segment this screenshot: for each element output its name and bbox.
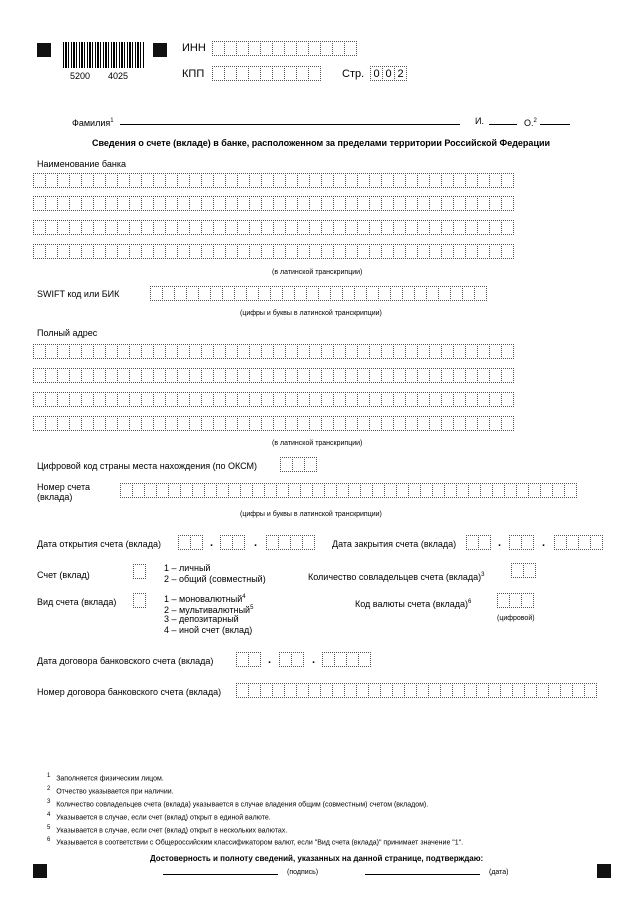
- date-separator: .: [210, 537, 214, 549]
- bank-name-row-1[interactable]: [33, 173, 513, 188]
- signature-hint: (подпись): [287, 869, 319, 876]
- open-date-label: Дата открытия счета (вклада): [37, 539, 161, 549]
- close-date-year[interactable]: [554, 535, 602, 550]
- date-separator: .: [312, 654, 316, 666]
- date-separator: .: [254, 537, 258, 549]
- page-digit: 2: [394, 66, 407, 81]
- registration-marker-bottom-right: [597, 864, 611, 878]
- input-cell[interactable]: [501, 220, 514, 235]
- confirm-text: Достоверность и полноту сведений, указанных на данной странице, подтверждаю:: [150, 854, 484, 863]
- account-number-hint: (цифры и буквы в латинской транскрипции): [240, 511, 382, 518]
- address-row-3[interactable]: [33, 392, 513, 407]
- input-cell[interactable]: [564, 483, 577, 498]
- footnote-1: $^1$ Заполняется физическим лицом.: [47, 773, 164, 783]
- account-kind-option-1: 1 – личный: [164, 563, 211, 573]
- page-digit: 0: [370, 66, 383, 81]
- account-kind-label: Счет (вклад): [37, 570, 90, 580]
- date-separator: .: [542, 537, 546, 549]
- close-date-month[interactable]: [509, 535, 533, 550]
- input-cell[interactable]: [501, 173, 514, 188]
- address-row-4[interactable]: [33, 416, 513, 431]
- close-date-day[interactable]: [466, 535, 490, 550]
- registration-marker-bottom-left: [33, 864, 47, 878]
- footnote-4: $^4$ Указывается в случае, если счет (вклад) открыт в единой валюте.: [47, 812, 271, 822]
- input-cell[interactable]: [133, 593, 146, 608]
- input-cell[interactable]: [248, 652, 261, 667]
- date-separator: .: [268, 654, 272, 666]
- input-cell[interactable]: [358, 652, 371, 667]
- kpp-field[interactable]: [212, 66, 320, 81]
- account-kind-option-2: 2 – общий (совместный): [164, 574, 266, 584]
- swift-field[interactable]: [150, 286, 486, 301]
- contract-date-month[interactable]: [279, 652, 303, 667]
- open-date-year[interactable]: [266, 535, 314, 550]
- contract-number-field[interactable]: [236, 683, 596, 698]
- surname-label: Фамилия$^1$: [72, 118, 114, 128]
- open-date-day[interactable]: [178, 535, 202, 550]
- address-label: Полный адрес: [37, 328, 98, 338]
- coowners-field[interactable]: [511, 563, 535, 578]
- footnote-5: $^5$ Указывается в случае, если счет (вклад) открыт в нескольких валютах.: [47, 825, 288, 835]
- input-cell[interactable]: [190, 535, 203, 550]
- open-date-month[interactable]: [220, 535, 244, 550]
- contract-date-day[interactable]: [236, 652, 260, 667]
- contract-date-label: Дата договора банковского счета (вклада): [37, 656, 214, 666]
- date-separator: .: [498, 537, 502, 549]
- coowners-label: Количество совладельцев счета (вклада)$^3$: [308, 572, 485, 582]
- date-hint: (дата): [489, 869, 509, 876]
- input-cell[interactable]: [291, 652, 304, 667]
- contract-number-label: Номер договора банковского счета (вклада): [37, 687, 222, 697]
- barcode-number-right: 4025: [108, 71, 129, 81]
- input-cell[interactable]: [584, 683, 597, 698]
- form-title: Сведения о счете (вкладе) в банке, расположенном за пределами территории Российской Федерации: [92, 138, 551, 148]
- account-type-option-2: 2 – мультивалютный$^5$: [164, 605, 254, 615]
- account-number-field[interactable]: [120, 483, 576, 498]
- input-cell[interactable]: [304, 457, 317, 472]
- page-digit: 0: [382, 66, 395, 81]
- bank-name-row-4[interactable]: [33, 244, 513, 259]
- input-cell[interactable]: [133, 564, 146, 579]
- bank-name-label: Наименование банка: [37, 159, 126, 169]
- input-cell[interactable]: [523, 563, 536, 578]
- input-cell[interactable]: [501, 244, 514, 259]
- account-type-option-4: 4 – иной счет (вклад): [164, 625, 253, 635]
- input-cell[interactable]: [308, 66, 321, 81]
- input-cell[interactable]: [232, 535, 245, 550]
- bank-name-row-3[interactable]: [33, 220, 513, 235]
- input-cell[interactable]: [474, 286, 487, 301]
- page-number: [370, 66, 406, 81]
- input-cell[interactable]: [501, 392, 514, 407]
- country-code-label: Цифровой код страны места нахождения (по ОКСМ): [37, 461, 258, 471]
- date-field[interactable]: [365, 874, 480, 875]
- input-cell[interactable]: [344, 41, 357, 56]
- page-label: Стр.: [342, 68, 365, 80]
- initial-o-label: О.$^2$: [524, 118, 537, 128]
- address-hint: (в латинской транскрипции): [272, 440, 363, 447]
- address-row-2[interactable]: [33, 368, 513, 383]
- currency-label: Код валюты счета (вклада)$^6$: [355, 599, 472, 609]
- input-cell[interactable]: [590, 535, 603, 550]
- initial-o-field[interactable]: [540, 124, 570, 125]
- address-row-1[interactable]: [33, 344, 513, 359]
- input-cell[interactable]: [478, 535, 491, 550]
- footnote-6: $^6$ Указывается в соответствии с Общероссийским классификатором валют, если "Вид счета (вклада)" принимает значение "1".: [47, 837, 464, 847]
- account-number-label: Номер счета: [37, 482, 91, 492]
- swift-label: SWIFT код или БИК: [37, 289, 120, 299]
- contract-date-year[interactable]: [322, 652, 370, 667]
- barcode: [63, 42, 145, 68]
- currency-field[interactable]: [497, 593, 533, 608]
- account-type-field[interactable]: [133, 593, 145, 608]
- input-cell[interactable]: [501, 344, 514, 359]
- registration-marker-top-left: [37, 43, 51, 57]
- footnote-2: $^2$ Отчество указывается при наличии.: [47, 786, 174, 796]
- inn-field[interactable]: [212, 41, 356, 56]
- input-cell[interactable]: [302, 535, 315, 550]
- barcode-number-left: 5200: [70, 71, 91, 81]
- account-type-option-3: 3 – депозитарный: [164, 614, 239, 624]
- initial-i-field[interactable]: [489, 124, 517, 125]
- country-code-field[interactable]: [280, 457, 316, 472]
- bank-name-hint: (в латинской транскрипции): [272, 269, 363, 276]
- account-kind-field[interactable]: [133, 564, 145, 579]
- signature-field[interactable]: [163, 874, 278, 875]
- account-number-label-2: (вклада): [37, 492, 73, 502]
- input-cell[interactable]: [501, 196, 514, 211]
- surname-field[interactable]: [120, 124, 460, 125]
- input-cell[interactable]: [501, 368, 514, 383]
- input-cell[interactable]: [521, 535, 534, 550]
- inn-label: ИНН: [182, 42, 206, 54]
- initial-i-label: И.: [475, 116, 484, 126]
- footnote-3: $^3$ Количество совладельцев счета (вклада) указывается в случае владения общим (совместным) счетом (вкладом).: [47, 799, 429, 809]
- currency-hint: (цифровой): [497, 615, 535, 622]
- input-cell[interactable]: [501, 416, 514, 431]
- kpp-label: КПП: [182, 68, 205, 80]
- close-date-label: Дата закрытия счета (вклада): [332, 539, 457, 549]
- bank-name-row-2[interactable]: [33, 196, 513, 211]
- registration-marker-top-right: [153, 43, 167, 57]
- account-type-label: Вид счета (вклада): [37, 597, 117, 607]
- input-cell[interactable]: [521, 593, 534, 608]
- swift-hint: (цифры и буквы в латинской транскрипции): [240, 310, 382, 317]
- account-type-option-1: 1 – моновалютный$^4$: [164, 594, 246, 604]
